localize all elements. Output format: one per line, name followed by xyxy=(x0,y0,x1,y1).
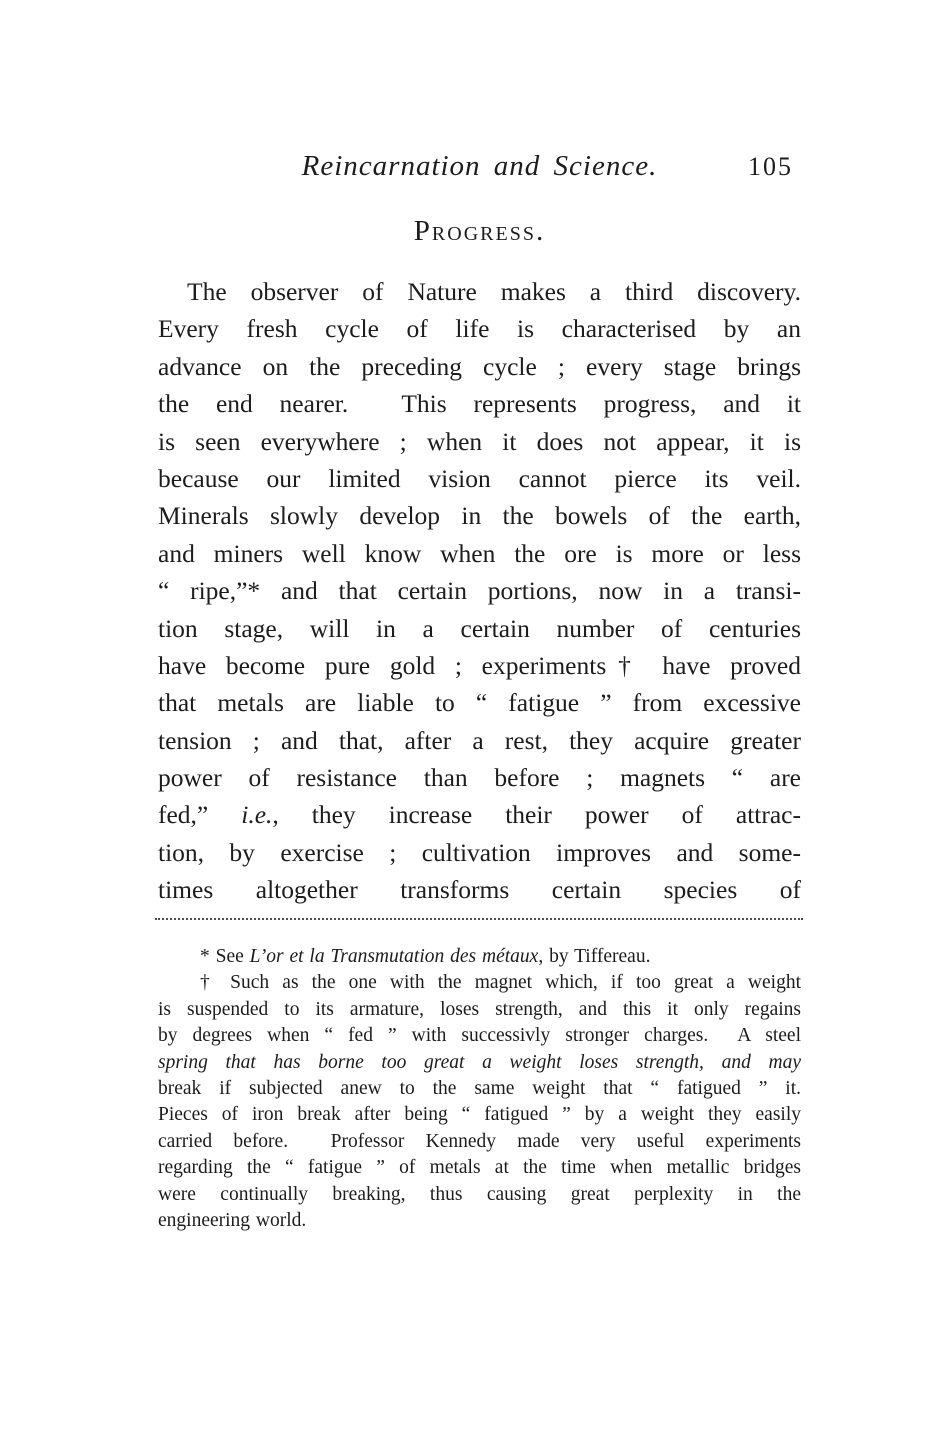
text-segment: is seen everywhere ; when it does not appear, it is xyxy=(158,426,801,456)
text-line xyxy=(158,1208,801,1234)
text-segment: because our limited vision cannot pierce its veil. xyxy=(158,463,801,493)
text-line xyxy=(158,273,801,310)
text-line xyxy=(158,997,801,1023)
text-segment: regarding the “ fatigue ” of metals at the time when metallic bridges xyxy=(158,1157,801,1179)
running-head-title: Reincarnation and Science. xyxy=(301,150,658,182)
text-line xyxy=(158,684,801,721)
text-line xyxy=(158,572,801,609)
text-line xyxy=(158,348,801,385)
text-segment: have become pure gold ; experiments† have proved xyxy=(158,650,801,680)
text-segment: , by Tiffereau. xyxy=(538,946,651,967)
text-segment: tion stage, will in a certain number of centuries xyxy=(158,613,801,643)
text-segment: were continually breaking, thus causing great perplexity in the xyxy=(158,1183,801,1205)
text-segment: engineering world. xyxy=(158,1209,307,1231)
text-segment: Pieces of iron break after being “ fatigued ” by a weight they easily xyxy=(158,1104,801,1126)
text-segment: and miners well know when the ore is more or less xyxy=(158,538,801,568)
text-segment: break if subjected anew to the same weight that “ fatigued ” it. xyxy=(158,1077,801,1099)
text-segment: times altogether transforms certain species of xyxy=(158,875,801,905)
text-line xyxy=(158,1050,801,1076)
text-segment: the end nearer. This represents progress, and it xyxy=(158,389,801,419)
italic-text-segment: i.e. xyxy=(241,800,273,830)
running-head xyxy=(158,150,801,190)
page-number: 105 xyxy=(748,152,793,181)
text-line xyxy=(158,385,801,422)
text-line xyxy=(158,1102,801,1128)
text-line xyxy=(158,1076,801,1102)
footnote-divider xyxy=(155,918,803,920)
text-segment: power of resistance than before ; magnets “ are xyxy=(158,763,801,793)
text-line xyxy=(158,497,801,534)
text-line xyxy=(158,796,801,833)
text-segment: carried before. Professor Kennedy made very useful experiments xyxy=(158,1130,801,1152)
italic-text-segment: spring that has borne too great a weight loses strength, and may xyxy=(158,1051,801,1073)
text-segment: * See xyxy=(200,946,250,967)
text-segment: is suspended to its armature, loses strength, and this it only regains xyxy=(158,998,801,1020)
text-segment: , they increase their power of attrac- xyxy=(272,800,801,830)
text-line xyxy=(158,1155,801,1181)
text-segment: that metals are liable to “ fatigue ” from excessive xyxy=(158,688,801,718)
text-line xyxy=(158,1182,801,1208)
text-line xyxy=(158,1129,801,1155)
text-line xyxy=(158,722,801,759)
text-line xyxy=(158,871,801,908)
text-segment: fed,” xyxy=(158,800,242,830)
text-segment: by degrees when “ fed ” with successivly stronger charges. A steel xyxy=(158,1025,801,1047)
text-line xyxy=(158,647,801,684)
text-line xyxy=(158,759,801,796)
text-segment: Every fresh cycle of life is characterised by an xyxy=(158,314,801,344)
text-line xyxy=(158,535,801,572)
text-segment: tension ; and that, after a rest, they acquire greater xyxy=(158,725,801,755)
text-line xyxy=(158,460,801,497)
text-segment: † Such as the one with the magnet which, if too great a weight xyxy=(200,972,801,994)
text-segment: tion, by exercise ; cultivation improves and some- xyxy=(158,837,801,867)
text-segment: Minerals slowly develop in the bowels of the earth, xyxy=(158,501,801,531)
body-text xyxy=(158,273,801,909)
text-line xyxy=(158,1023,801,1049)
text-segment: The observer of Nature makes a third discovery. xyxy=(187,277,801,306)
footnotes xyxy=(158,944,801,1234)
text-segment: “ ripe,”* and that certain portions, now in a transi- xyxy=(158,576,801,606)
section-heading: Progress. xyxy=(413,215,546,247)
text-segment: advance on the preceding cycle ; every stage brings xyxy=(158,351,801,381)
text-line xyxy=(158,423,801,460)
text-line xyxy=(158,610,801,647)
text-line xyxy=(158,970,801,996)
italic-text-segment: L’or et la Transmutation des métaux xyxy=(249,946,539,967)
text-line xyxy=(158,944,801,970)
text-line xyxy=(158,834,801,871)
text-line xyxy=(158,310,801,347)
